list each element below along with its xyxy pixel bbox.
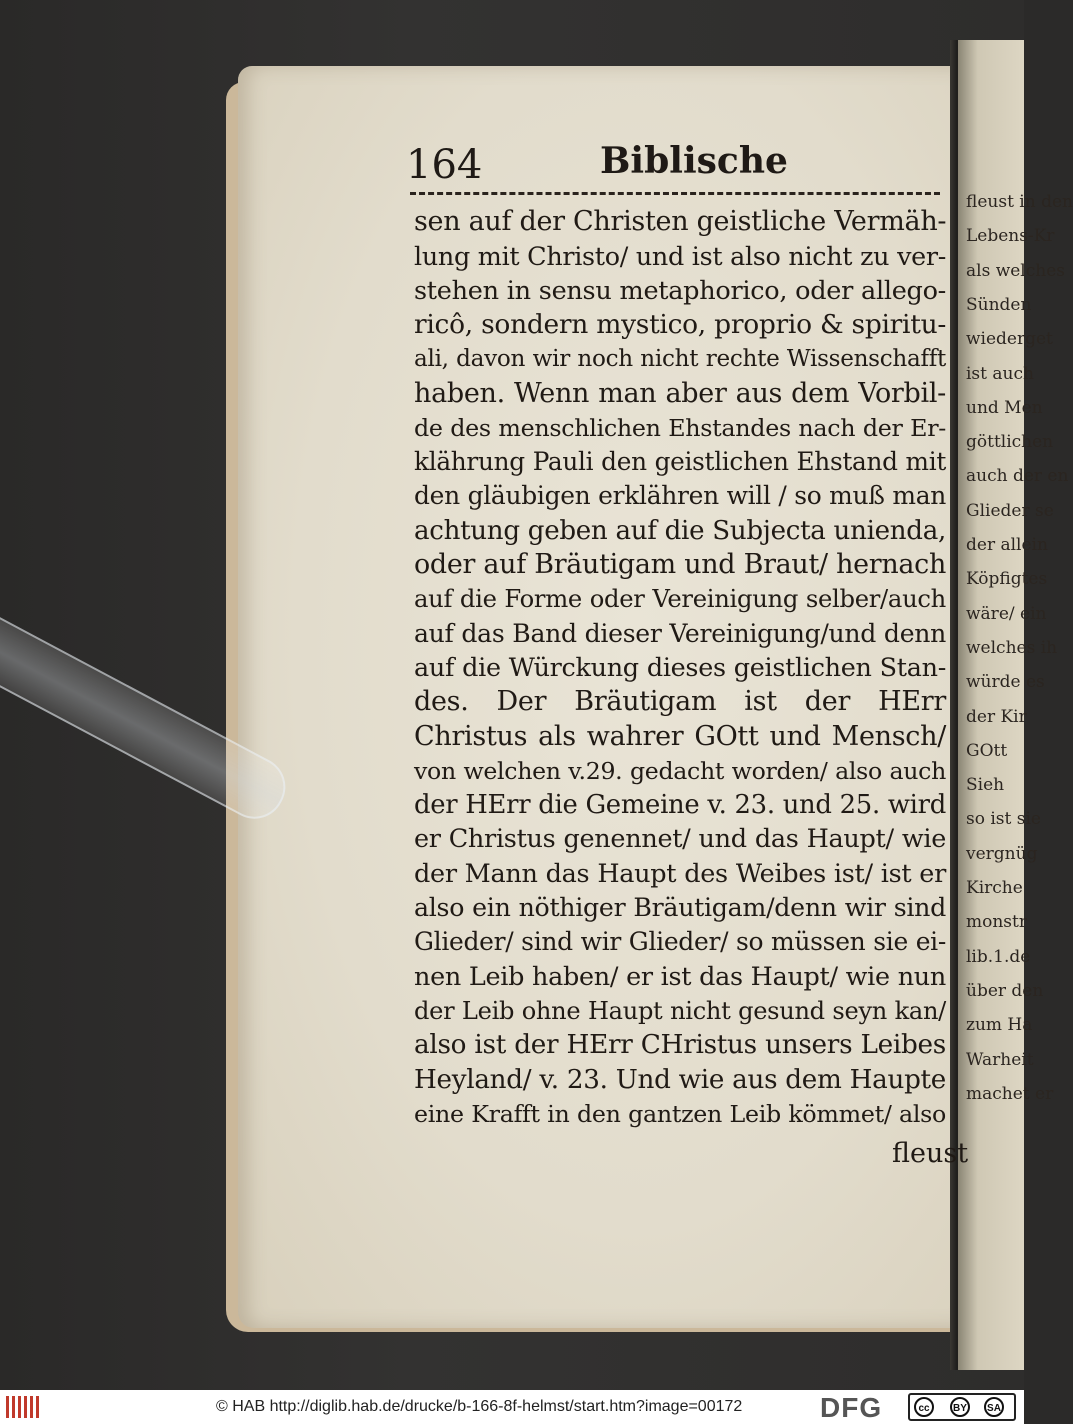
text-line: ricô, sondern mystico, proprio & spiritu- — [414, 308, 946, 340]
facing-page-line: wiederget — [966, 329, 1053, 350]
facing-page-line: Glieder se — [966, 500, 1054, 521]
text-line: auf die Forme oder Vereinigung selber/auch — [414, 584, 946, 614]
text-line: auf das Band dieser Vereinigung/und denn — [414, 618, 946, 648]
text-line: de des menschlichen Ehstandes nach der Er- — [414, 413, 946, 442]
text-line: also ein nöthiger Bräutigam/denn wir sind — [414, 893, 946, 922]
text-line: also ist der HErr CHristus unsers Leibes — [414, 1030, 946, 1061]
facing-page-line: machet er — [966, 1083, 1054, 1104]
text-line: lung mit Christo/ und ist also nicht zu ver- — [414, 241, 946, 272]
facing-page-line: Warheit — [966, 1049, 1034, 1070]
facing-page-line: ist auch — [966, 363, 1034, 384]
facing-page-line: welches ih — [966, 637, 1058, 658]
text-line: eine Krafft in den gantzen Leib kömmet/ also — [414, 1099, 946, 1128]
facing-page-line: Lebens-Kr — [966, 226, 1055, 247]
facing-page-line: und Men — [966, 397, 1043, 418]
text-line: er Christus genennet/ und das Haupt/ wie — [414, 824, 946, 855]
footer-credit-link[interactable]: © HAB http://diglib.hab.de/drucke/b-166-8f-helmst/start.htm?image=00172 — [216, 1398, 743, 1415]
facing-page-line: fleust in den — [966, 192, 1073, 212]
text-line: den gläubigen erklähren will / so muß man — [414, 481, 946, 511]
text-line: stehen in sensu metaphorico, oder allego- — [414, 275, 946, 306]
facing-page-line: über den — [966, 980, 1044, 1001]
facing-page-line: Sieh — [966, 775, 1005, 796]
facing-page-line: auch der en — [966, 466, 1069, 487]
facing-page-line: vergnüg — [966, 843, 1038, 864]
dfg-logo: DFG — [820, 1392, 883, 1423]
catchword: fleust — [892, 1138, 969, 1169]
text-line: der HErr die Gemeine v. 23. und 25. wird — [414, 790, 946, 821]
attribution-icon: BY — [950, 1397, 970, 1417]
facing-page-line: GOtt — [966, 740, 1008, 761]
text-line: sen auf der Christen geistliche Vermäh- — [414, 206, 947, 237]
license-badge[interactable] — [908, 1393, 1016, 1421]
facing-page-line: göttlichen — [966, 432, 1054, 453]
facing-page-line: wäre/ ein — [966, 603, 1047, 624]
text-line: achtung geben auf die Subjecta unienda, — [414, 515, 946, 546]
text-line: ali, davon wir noch nicht rechte Wissenschafft — [414, 346, 946, 373]
text-line: nen Leib haben/ er ist das Haupt/ wie nun — [414, 961, 946, 992]
facing-page-line: zum Ha — [966, 1015, 1033, 1036]
cc-icon: cc — [914, 1397, 934, 1417]
facing-page-line: würde es — [966, 672, 1045, 693]
viewer-footer — [0, 1390, 1024, 1424]
facing-page-line: lib.1.de — [966, 946, 1031, 967]
facing-page-line: monstr — [966, 912, 1027, 933]
text-line: klährung Pauli den geistlichen Ehstand mit — [414, 447, 946, 477]
facing-page-line: Köpfigtes — [966, 569, 1048, 590]
page-number: 164 — [406, 142, 483, 188]
library-logo — [6, 1396, 42, 1418]
text-line: der Mann das Haupt des Weibes ist/ ist er — [414, 858, 946, 889]
text-line: Glieder/ sind wir Glieder/ so müssen sie ei- — [414, 927, 946, 957]
facing-page-line: Sünden — [966, 294, 1032, 315]
text-line: Heyland/ v. 23. Und wie aus dem Haupte — [414, 1064, 946, 1095]
text-line: oder auf Bräutigam und Braut/ hernach — [414, 549, 946, 580]
facing-page-line: der allein — [966, 535, 1048, 555]
facing-page-line: Kirche — [966, 878, 1023, 898]
text-line: von welchen v.29. gedacht worden/ also auch — [414, 756, 946, 785]
share-alike-icon: SA — [984, 1397, 1004, 1417]
facing-page-line: so ist sie — [966, 809, 1041, 830]
text-line: des. Der Bräutigam ist der HErr — [414, 686, 946, 718]
text-line: auf die Würckung dieses geistlichen Stan- — [414, 652, 946, 683]
running-head: Biblische — [600, 140, 788, 182]
text-line: der Leib ohne Haupt nicht gesund seyn kan/ — [414, 996, 946, 1025]
facing-page-line: der Kir — [966, 706, 1027, 727]
facing-page-line: als welches — [966, 260, 1066, 281]
text-line: haben. Wenn man aber aus dem Vorbil- — [414, 377, 946, 409]
header-rule — [410, 192, 940, 195]
text-line: Christus als wahrer GOtt und Mensch/ — [414, 720, 946, 752]
